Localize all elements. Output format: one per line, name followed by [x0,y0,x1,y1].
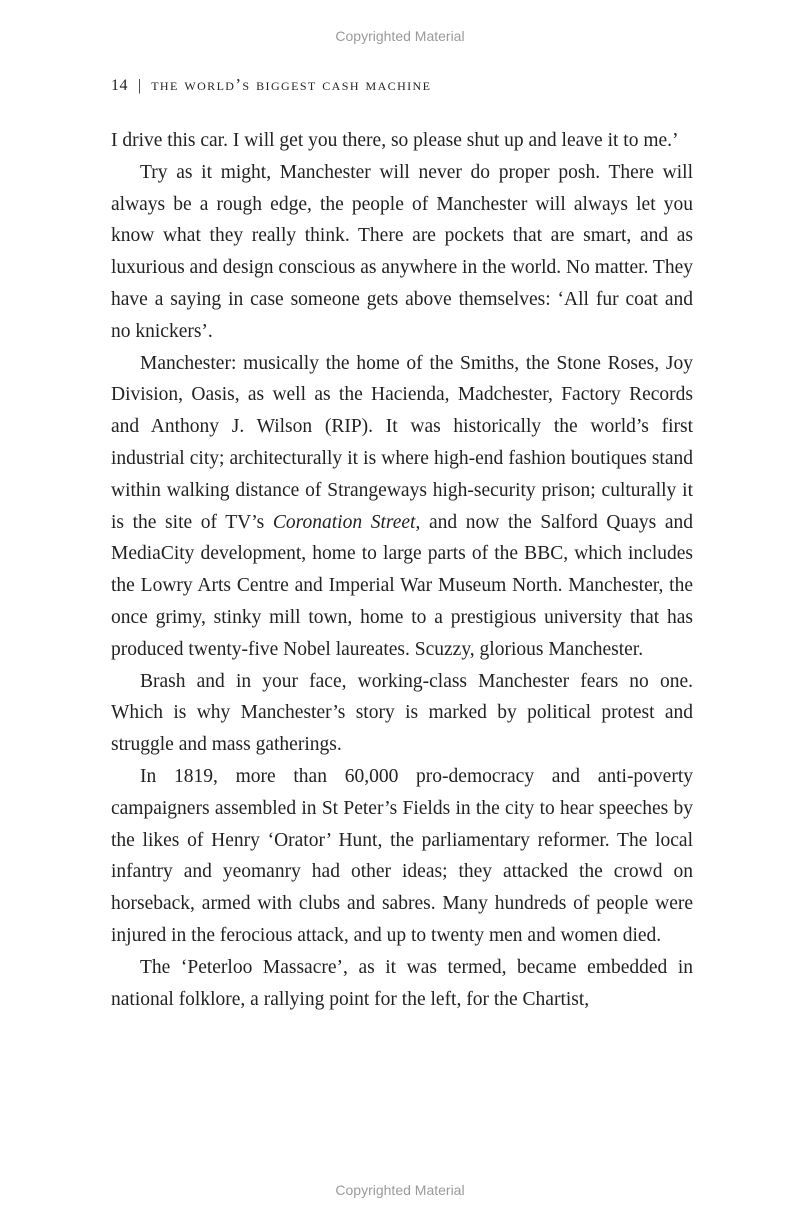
paragraph-peterloo: The ‘Peterloo Massacre’, as it was termed, became embedded in national folklore, a rallying point for the left, for the Chartist, [111,956,693,1010]
paragraph-musically [111,348,693,666]
paragraph-1819: In 1819, more than 60,000 pro-democracy and anti-poverty campaigners assembled in St Peter’s Fields in the city to hear speeches by the likes of Henry ‘Orator’ Hunt, the parliamentary reformer. The local infantry and yeomanry had other ideas; they attacked the crowd on horseback, armed with clubs and sabres. Many hundreds of people were injured in the ferocious attack, and up to twenty men and women died. [111,765,693,946]
paragraph-continuation: I drive this car. I will get you there, so please shut up and leave it to me.’ [111,130,679,151]
italic-title: Coronation Street [272,511,416,533]
running-head-separator: | [138,77,142,94]
copyright-watermark-top: Copyrighted Material [335,28,465,44]
paragraph-brash: Brash and in your face, working-class Manchester fears no one. Which is why Manchester’s story is marked by political protest and struggle and mass gatherings. [111,670,693,756]
paragraph-text: , and now the Salford Quays and MediaCity development, home to large parts of the BBC, which includes the Lowry Arts Centre and Imperial War Museum North. Manchester, the once grimy, stinky mill town, home to a prestigious university that has produced twenty-five Nobel laureates. Scuzzy, glorious Manchester. [111,511,694,660]
running-head [111,75,693,95]
paragraph-posh: Try as it might, Manchester will never do proper posh. There will always be a rough edge, the people of Manchester will always let you know what they really think. There are pockets that are smart, and as luxurious and design conscious as anywhere in the world. No matter. They have a saying in case someone gets above themselves: ‘All fur coat and no knickers’. [111,161,693,342]
paragraph-text: Manchester: musically the home of the Smiths, the Stone Roses, Joy Division, Oasis, as well as the Hacienda, Madchester, Factory Records and Anthony J. Wilson (RIP). It was historically the world’s first industrial city; architecturally it is where high-end fashion boutiques stand within walking distance of Strangeways high-security prison; culturally it is the site of TV’s [111,352,693,533]
body-text [111,125,693,1015]
copyright-watermark-bottom: Copyrighted Material [335,1182,465,1198]
running-head-title: the world’s biggest cash machine [151,75,432,94]
page-number: 14 [111,77,128,94]
